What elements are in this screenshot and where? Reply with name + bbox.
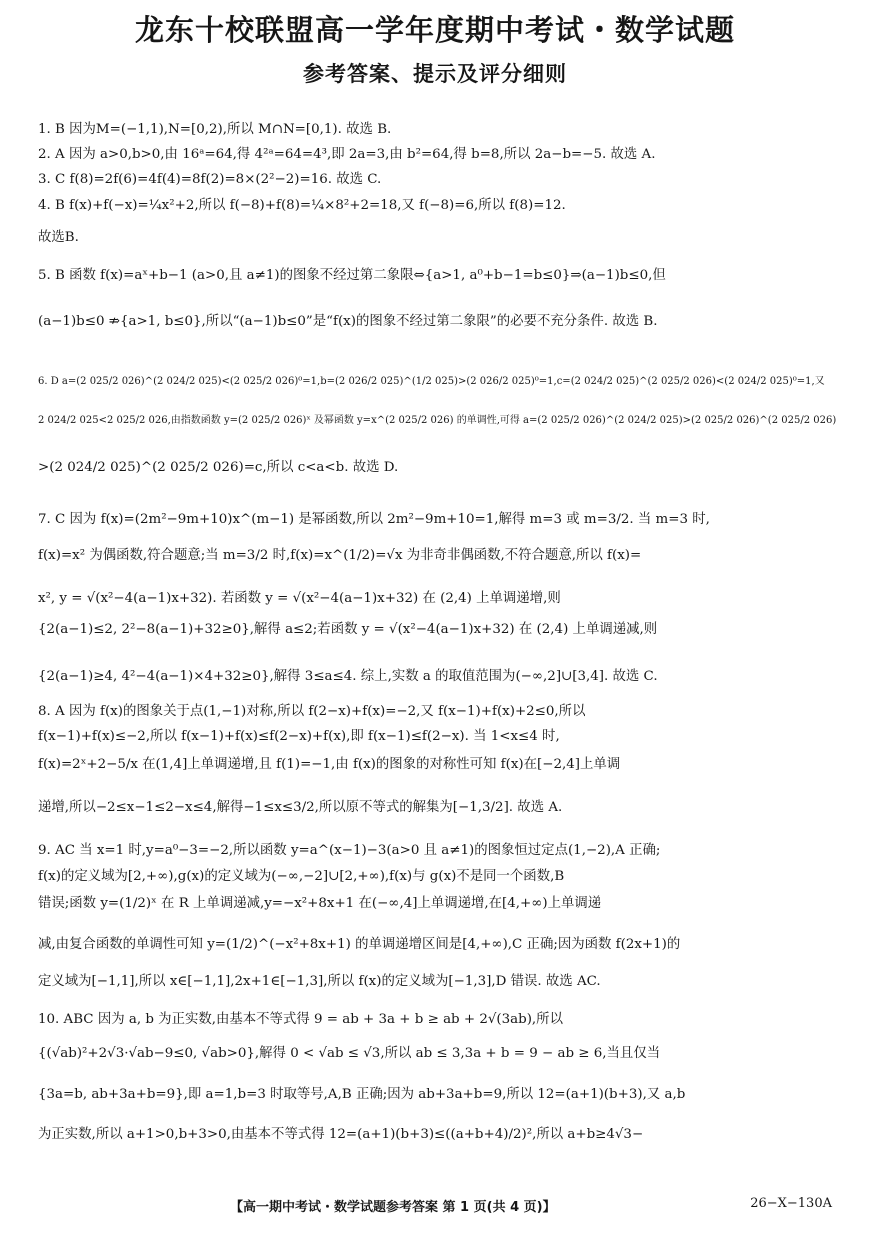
solution-line: 定义域为[−1,1],所以 x∈[−1,1],2x+1∈[−1,3],所以 f(x)的定义域为[−1,3],D 错误. 故选 AC.	[38, 974, 601, 989]
solution-line: (a−1)b≤0 ⇏{a>1, b≤0},所以“(a−1)b≤0”是“f(x)的图象不经过第二象限”的必要不充分条件. 故选 B.	[38, 314, 658, 329]
solution-line: >(2 024/2 025)^(2 025/2 026)=c,所以 c<a<b. 故选 D.	[38, 460, 399, 475]
solution-line: {2(a−1)≥4, 4²−4(a−1)×4+32≥0},解得 3≤a≤4. 综上,实数 a 的取值范围为(−∞,2]∪[3,4]. 故选 C.	[38, 669, 658, 684]
solution-line: x², y = √(x²−4(a−1)x+32). 若函数 y = √(x²−4(a−1)x+32) 在 (2,4) 上单调递增,则	[38, 591, 561, 606]
solution-line: {(√ab)²+2√3·√ab−9≤0, √ab>0},解得 0 < √ab ≤ √3,所以 ab ≤ 3,3a + b = 9 − ab ≥ 6,当且仅当	[38, 1046, 661, 1061]
solution-line: f(x−1)+f(x)≤−2,所以 f(x−1)+f(x)≤f(2−x)+f(x),即 f(x−1)≤f(2−x). 当 1<x≤4 时,	[38, 729, 560, 744]
solution-line: 4. B f(x)+f(−x)=¼x²+2,所以 f(−8)+f(8)=¼×8²+2=18,又 f(−8)=6,所以 f(8)=12.	[38, 198, 566, 213]
solution-line: 8. A 因为 f(x)的图象关于点(1,−1)对称,所以 f(2−x)+f(x)=−2,又 f(x−1)+f(x)+2≤0,所以	[38, 704, 586, 719]
solution-line: 递增,所以−2≤x−1≤2−x≤4,解得−1≤x≤3/2,所以原不等式的解集为[−1,3/2]. 故选 A.	[38, 800, 563, 815]
solution-line: 2. A 因为 a>0,b>0,由 16ᵃ=64,得 4²ᵃ=64=4³,即 2a=3,由 b²=64,得 b=8,所以 2a−b=−5. 故选 A.	[38, 147, 656, 162]
solution-line: 9. AC 当 x=1 时,y=a⁰−3=−2,所以函数 y=a^(x−1)−3(a>0 且 a≠1)的图象恒过定点(1,−2),A 正确;	[38, 843, 661, 858]
solution-line: 3. C f(8)=2f(6)=4f(4)=8f(2)=8×(2²−2)=16. 故选 C.	[38, 172, 382, 187]
solution-line: 1. B 因为M=(−1,1),N=[0,2),所以 M∩N=[0,1). 故选 B.	[38, 122, 392, 137]
solution-line: 6. D a=(2 025/2 026)^(2 024/2 025)<(2 025/2 026)⁰=1,b=(2 026/2 025)^(1/2 025)>(2 026/2 025)⁰=1,c=(2 024/2 025)^(2 025/2 026)<(2 024/2 025)⁰=1,又	[38, 376, 825, 387]
page-footer: 【高一期中考试・数学试题参考答案 第 1 页(共 4 页)】	[230, 1200, 556, 1215]
solution-line: 5. B 函数 f(x)=aˣ+b−1 (a>0,且 a≠1)的图象不经过第二象限⇔{a>1, a⁰+b−1=b≤0}⇒(a−1)b≤0,但	[38, 268, 666, 283]
solution-line: {3a=b, ab+3a+b=9},即 a=1,b=3 时取等号,A,B 正确;因为 ab+3a+b=9,所以 12=(a+1)(b+3),又 a,b	[38, 1087, 686, 1102]
solution-line: 2 024/2 025<2 025/2 026,由指数函数 y=(2 025/2 026)ˣ 及幂函数 y=x^(2 025/2 026) 的单调性,可得 a=(2 025/2 026)^(2 024/2 025)>(2 025/2 026)^(2 025/2 026)	[38, 415, 837, 426]
solution-line: 错误;函数 y=(1/2)ˣ 在 R 上单调递减,y=−x²+8x+1 在(−∞,4]上单调递增,在[4,+∞)上单调递	[38, 896, 602, 911]
solution-line: 为正实数,所以 a+1>0,b+3>0,由基本不等式得 12=(a+1)(b+3)≤((a+b+4)/2)²,所以 a+b≥4√3−	[38, 1127, 644, 1142]
page-title: 龙东十校联盟高一学年度期中考试・数学试题	[134, 13, 735, 47]
solution-line: f(x)=x² 为偶函数,符合题意;当 m=3/2 时,f(x)=x^(1/2)=√x 为非奇非偶函数,不符合题意,所以 f(x)=	[38, 548, 642, 563]
solution-line: 故选B.	[38, 230, 79, 245]
solution-line: f(x)的定义域为[2,+∞),g(x)的定义域为(−∞,−2]∪[2,+∞),f(x)与 g(x)不是同一个函数,B	[38, 869, 565, 884]
solution-line: {2(a−1)≤2, 2²−8(a−1)+32≥0},解得 a≤2;若函数 y = √(x²−4(a−1)x+32) 在 (2,4) 上单调递减,则	[38, 622, 658, 637]
page-subtitle: 参考答案、提示及评分细则	[303, 62, 567, 86]
solution-line: 10. ABC 因为 a, b 为正实数,由基本不等式得 9 = ab + 3a + b ≥ ab + 2√(3ab),所以	[38, 1012, 563, 1027]
solution-line: 减,由复合函数的单调性可知 y=(1/2)^(−x²+8x+1) 的单调递增区间是[4,+∞),C 正确;因为函数 f(2x+1)的	[38, 937, 681, 952]
document-code: 26−X−130A	[750, 1196, 832, 1211]
solution-line: 7. C 因为 f(x)=(2m²−9m+10)x^(m−1) 是幂函数,所以 2m²−9m+10=1,解得 m=3 或 m=3/2. 当 m=3 时,	[38, 512, 710, 527]
solution-line: f(x)=2ˣ+2−5/x 在(1,4]上单调递增,且 f(1)=−1,由 f(x)的图象的对称性可知 f(x)在[−2,4]上单调	[38, 757, 621, 772]
